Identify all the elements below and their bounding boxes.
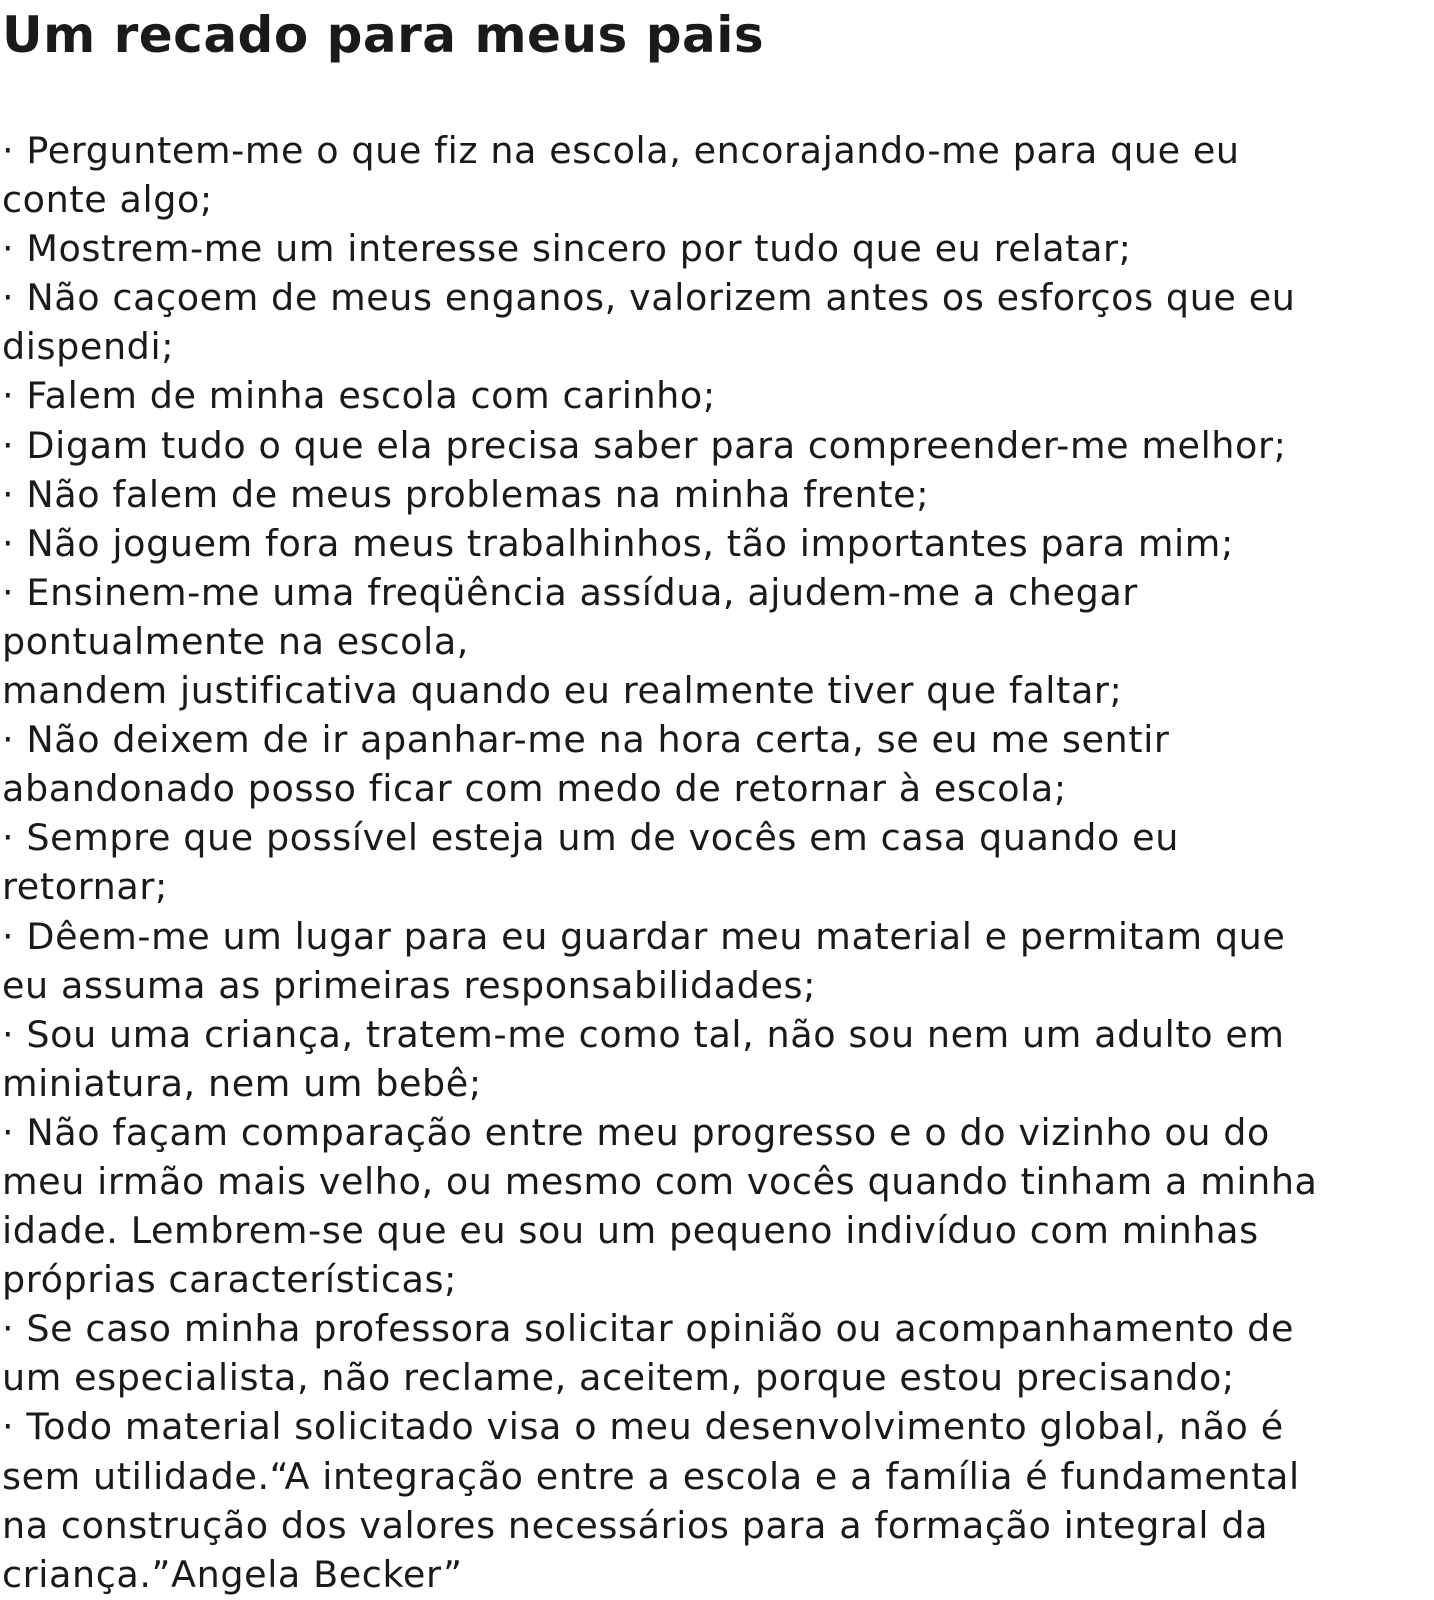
- text-line: miniatura, nem um bebê;: [2, 1061, 482, 1105]
- text-line: · Não joguem fora meus trabalhinhos, tão importantes para mim;: [2, 521, 1234, 565]
- text-line: · Mostrem-me um interesse sincero por tudo que eu relatar;: [2, 227, 1132, 271]
- text-line: dispendi;: [2, 325, 175, 369]
- text-line: · Digam tudo o que ela precisa saber para compreender-me melhor;: [2, 423, 1287, 467]
- text-line: retornar;: [2, 865, 168, 909]
- text-line: · Sou uma criança, tratem-me como tal, não sou nem um adulto em: [2, 1012, 1285, 1056]
- text-line: meu irmão mais velho, ou mesmo com vocês quando tinham a minha: [2, 1159, 1318, 1203]
- text-line: · Não caçoem de meus enganos, valorizem antes os esforços que eu: [2, 276, 1296, 320]
- text-line: mandem justificativa quando eu realmente tiver que faltar;: [2, 669, 1123, 713]
- text-line: na construção dos valores necessários para a formação integral da: [2, 1503, 1269, 1547]
- text-line: · Ensinem-me uma freqüência assídua, ajudem-me a chegar: [2, 570, 1138, 614]
- text-line: idade. Lembrem-se que eu sou um pequeno indivíduo com minhas: [2, 1209, 1259, 1253]
- text-line: · Não façam comparação entre meu progresso e o do vizinho ou do: [2, 1110, 1270, 1154]
- text-line: próprias características;: [2, 1258, 458, 1302]
- text-line: · Dêem-me um lugar para eu guardar meu material e permitam que: [2, 914, 1286, 958]
- text-line: criança.”Angela Becker”: [2, 1552, 463, 1596]
- document-title: Um recado para meus pais: [2, 6, 765, 64]
- text-line: eu assuma as primeiras responsabilidades;: [2, 963, 817, 1007]
- text-line: abandonado posso ficar com medo de retornar à escola;: [2, 767, 1067, 811]
- text-line: · Sempre que possível esteja um de vocês em casa quando eu: [2, 816, 1179, 860]
- text-line: · Se caso minha professora solicitar opinião ou acompanhamento de: [2, 1307, 1295, 1351]
- text-line: · Perguntem-me o que fiz na escola, encorajando-me para que eu: [2, 129, 1240, 172]
- text-line: sem utilidade.“A integração entre a escola e a família é fundamental: [2, 1454, 1300, 1498]
- text-line: · Não deixem de ir apanhar-me na hora certa, se eu me sentir: [2, 718, 1170, 762]
- text-line: pontualmente na escola,: [2, 619, 469, 663]
- document-body: [2, 126, 1318, 1599]
- text-line: conte algo;: [2, 178, 213, 222]
- text-line: · Falem de minha escola com carinho;: [2, 374, 716, 418]
- text-line: · Todo material solicitado visa o meu desenvolvimento global, não é: [2, 1405, 1284, 1449]
- text-line: um especialista, não reclame, aceitem, porque estou precisando;: [2, 1356, 1235, 1400]
- text-line: · Não falem de meus problemas na minha frente;: [2, 472, 930, 516]
